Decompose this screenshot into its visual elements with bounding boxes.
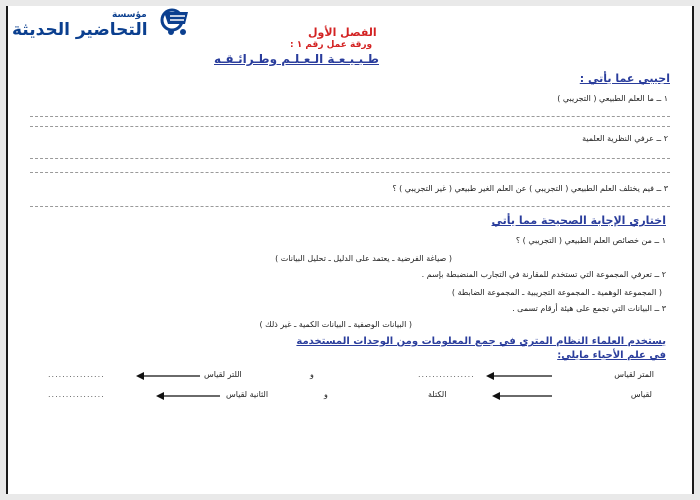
row2-left-label: الثانية لقياس xyxy=(226,390,269,399)
section1-heading: اجيبي عما يأتي : xyxy=(579,72,670,85)
metric-instruction-line2: في علم الأحياء مايلي: xyxy=(557,350,666,361)
worksheet-number: ورقة عمل رقم ١ : xyxy=(290,40,373,50)
logo-sub-label: مؤسسة xyxy=(112,10,147,20)
row2-right-suffix: لقياس xyxy=(630,390,652,399)
question-2-3: ٣ ــ البيانات التي تجمع على هيئة أرقام تسمى . xyxy=(512,304,666,313)
question-2-2-options: ( المجموعة الوهمية ـ المجموعة التجريبية ـ المجموعة الضابطة ) xyxy=(451,288,662,297)
answer-line xyxy=(30,116,670,117)
cart-icon xyxy=(158,8,194,40)
row2-right-label: الكتلة xyxy=(428,390,447,399)
term-label: الفصل الأول xyxy=(308,26,377,39)
question-2-1: ١ ــ من خصائص العلم الطبيعي ( التجريبي ) ؟ xyxy=(515,236,666,245)
row1-left-blank[interactable]: ................ xyxy=(48,370,105,379)
arrow-left-icon xyxy=(486,370,554,382)
metric-instruction-line1: يستخدم العلماء النظام المتري في جمع المعلومات ومن الوحدات المستخدمة xyxy=(296,336,666,347)
answer-line xyxy=(30,172,670,173)
row1-right-label: المتر لقياس xyxy=(614,370,654,379)
question-2-2: ٢ ــ تعرفي المجموعة التي تستخدم للمقارنة في التجارب المنضبطة بإسم . xyxy=(421,270,666,279)
row2-connector: و xyxy=(324,390,328,399)
row1-connector: و xyxy=(310,370,314,379)
answer-line xyxy=(30,158,670,159)
question-2-3-options: ( البيانات الوصفية ـ البيانات الكمية ـ غير ذلك ) xyxy=(259,320,412,329)
brand-logo xyxy=(8,6,198,48)
section2-heading: اختاري الإجابة الصحيحة مما يأتي xyxy=(491,214,666,227)
arrow-left-icon xyxy=(492,390,554,402)
answer-line xyxy=(30,206,670,207)
question-1-3: ٣ ــ فيم يختلف العلم الطبيعي ( التجريبي ) عن العلم الغير طبيعي ( غير التجريبي ) ؟ xyxy=(392,184,668,193)
question-2-1-options: ( صياغة الفرضية ـ يعتمد على الدليل ـ تحليل البيانات ) xyxy=(275,254,452,263)
page-title: طـبـيـعـة الـعـلـم وطـرائـقـه xyxy=(214,52,379,66)
row1-right-blank[interactable]: ................ xyxy=(418,370,475,379)
logo-brand-name: التحاضير الحديثة xyxy=(12,20,148,40)
answer-line xyxy=(30,126,670,127)
question-1-2: ٢ ــ عرفي النظرية العلمية xyxy=(582,134,668,143)
arrow-left-icon xyxy=(136,370,202,382)
row1-left-label: اللتر لقياس xyxy=(204,370,242,379)
arrow-left-icon xyxy=(156,390,222,402)
worksheet-page xyxy=(6,6,694,494)
row2-left-blank[interactable]: ................ xyxy=(48,390,105,399)
question-1-1: ١ ــ ما العلم الطبيعي ( التجريبي ) xyxy=(557,94,668,103)
